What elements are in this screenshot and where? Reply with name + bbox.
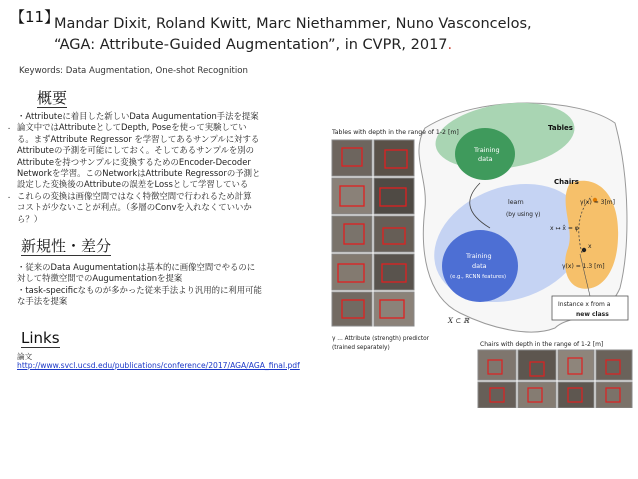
x-map: x ↦ x̂ = φ: [550, 225, 579, 232]
overview-line: 論文中ではAttributeとしてDepth, Poseを使って実験してい: [17, 122, 247, 133]
chairs-caption: Chairs with depth in the range of 1-2 [m]: [480, 341, 604, 348]
instance-line1: Instance x from a: [558, 301, 611, 308]
keywords: Keywords: Data Augmentation, One-shot Recognition: [19, 66, 248, 76]
slide-number: 【11】: [10, 8, 60, 26]
training-bottom-line3: (e.g., RCNN features): [450, 274, 507, 280]
overview-line: Attributeを持つサンプルに変換するためのEncoder-Decoder: [17, 156, 251, 167]
novelty-heading: 新規性・差分: [21, 237, 112, 255]
paper-citation: [54, 14, 614, 56]
overview-body: [7, 111, 329, 225]
x-point: [582, 248, 586, 252]
training-top-line1: Training: [474, 146, 500, 154]
table-photos: [332, 140, 414, 326]
training-bottom-line2: data: [472, 262, 487, 270]
training-top-line2: data: [478, 155, 493, 163]
novelty-body: [17, 262, 329, 308]
x-label: x: [588, 243, 592, 250]
authors: Mandar Dixit, Roland Kwitt, Marc Niethammer, Nuno Vasconcelos,: [54, 16, 532, 32]
overview-line: 設定した変換後のAttributeの誤差をLossとして学習している: [17, 179, 249, 190]
paper-label: 論文: [17, 352, 33, 361]
tables-label: Tables: [548, 124, 573, 132]
overview-line: Networkを学習。このNetworkはAttribute Regressorの予測と: [17, 168, 261, 179]
overview-line-wrap: [7, 122, 329, 133]
overview-line: る。まずAttribute Regressor を学習してあるサンプルに対する: [17, 133, 260, 144]
bullet-dot: .: [7, 190, 11, 201]
training-bottom-line1: Training: [466, 252, 492, 260]
aga-figure: [330, 88, 634, 408]
space-label: X ⊂ ℝ: [448, 317, 470, 325]
predictor-line1: γ ... Attribute (strength) predictor: [332, 336, 430, 342]
novelty-line: な手法を提案: [17, 296, 68, 307]
novelty-line: ・従来のData Augumentationは基本的に画像空間でやるのに: [17, 262, 256, 272]
aga-diagram: [330, 88, 634, 408]
paper-title: “AGA: Attribute-Guided Augmentation”, in CVPR, 2017: [54, 37, 448, 53]
overview-line: ら？）: [17, 213, 43, 224]
title-period: .: [447, 37, 453, 53]
overview-heading: 概要: [37, 89, 68, 107]
overview-line: これらの変換は画像空間ではなく特徴空間で行われるため計算: [17, 190, 252, 201]
novelty-line: ・task-specificなものが多かった従来手法より汎用的に利用可能: [17, 284, 262, 295]
learn-line2: (by using γ): [506, 212, 541, 218]
novelty-line: 対して特徴空間でのAugumentationを提案: [17, 273, 183, 284]
overview-line: コストが少ないことが利点。（多層のConvを入れなくていいか: [17, 202, 252, 213]
learn-line1: learn: [508, 199, 524, 206]
gamma-top: γ(x) ≈ 3[m]: [580, 199, 615, 206]
links-heading: Links: [21, 329, 60, 347]
instance-line2: new class: [576, 311, 609, 318]
training-data-top-cluster: [455, 128, 515, 180]
overview-line: Attributeの予測を可能にしておく。そしてあるサンプルを別の: [17, 145, 255, 156]
predictor-line2: (trained separately): [332, 345, 390, 351]
bullet-dot: .: [7, 122, 11, 133]
chair-photos: [478, 350, 632, 408]
overview-line-wrap: [7, 190, 329, 202]
tables-caption: Tables with depth in the range of 1-2 [m]: [332, 129, 459, 136]
chairs-label: Chairs: [554, 178, 579, 186]
gamma-bottom: γ(x) = 1.3 [m]: [562, 263, 605, 270]
paper-link[interactable]: http://www.svcl.ucsd.edu/publications/conference/2017/AGA/AGA_final.pdf: [17, 361, 300, 370]
overview-line: ・Attributeに着目した新しいData Augumentation手法を提案: [17, 111, 259, 121]
